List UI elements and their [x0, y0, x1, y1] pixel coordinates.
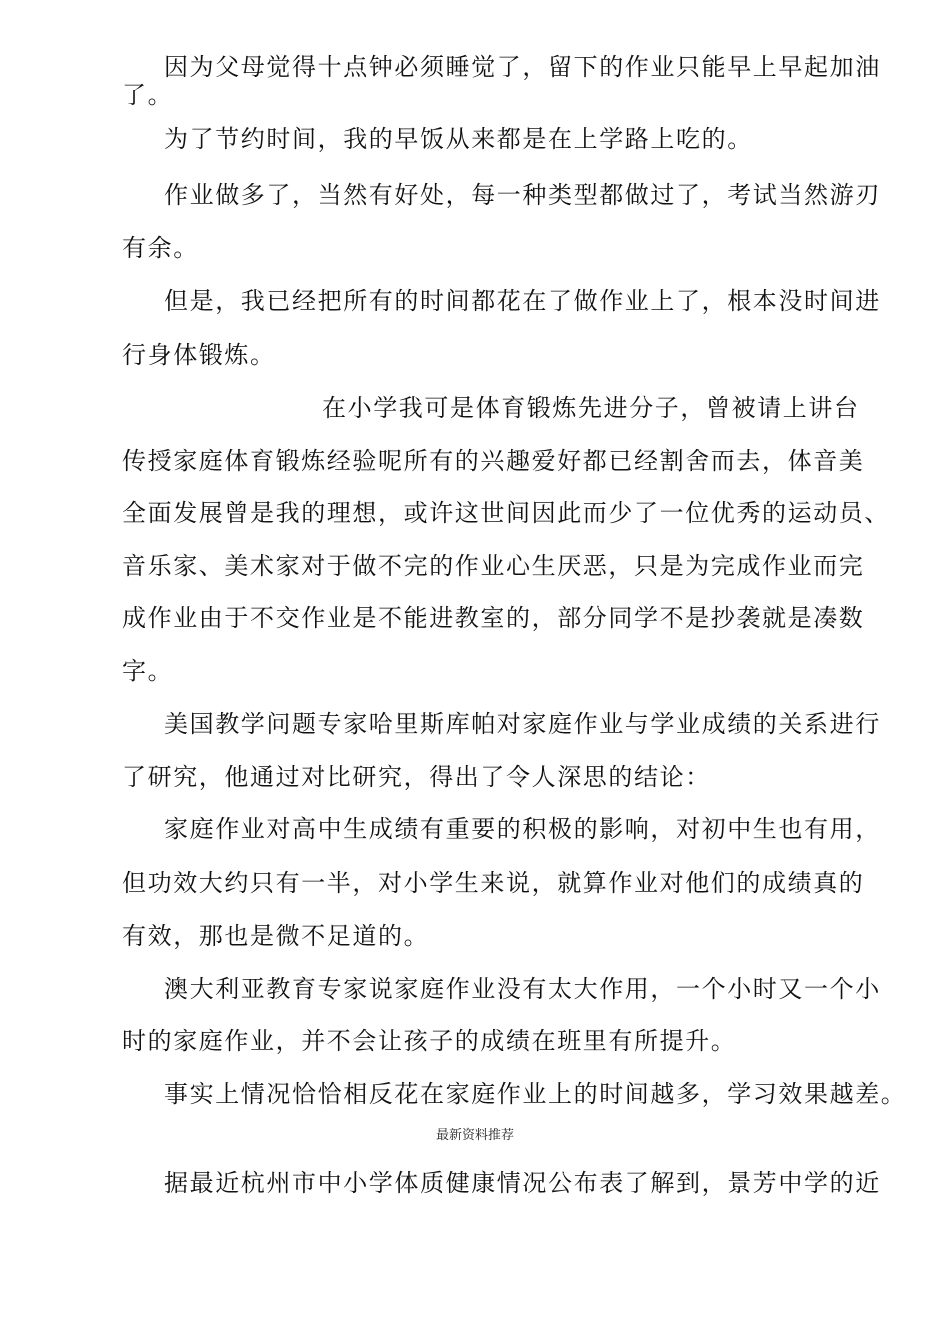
text-line: 据最近杭州市中小学体质健康情况公布表了解到，景芳中学的近 — [164, 1169, 881, 1197]
text-line: 成作业由于不交作业是不能进教室的，部分同学不是抄袭就是凑数 — [122, 604, 865, 632]
text-line: 澳大利亚教育专家说家庭作业没有太大作用，一个小时又一个小 — [164, 975, 881, 1003]
text-line: 字。 — [122, 657, 174, 685]
text-line: 因为父母觉得十点钟必须睡觉了，留下的作业只能早上早起加油 — [164, 53, 881, 81]
text-line: 了研究，他通过对比研究，得出了令人深思的结论： — [122, 763, 711, 791]
text-line: 时的家庭作业，并不会让孩子的成绩在班里有所提升。 — [122, 1027, 737, 1055]
text-line: 家庭作业对高中生成绩有重要的积极的影响，对初中生也有用， — [164, 815, 881, 843]
text-line: 有余。 — [122, 234, 199, 262]
text-line: 有效，那也是微不足道的。 — [122, 922, 430, 950]
text-line: 传授家庭体育锻炼经验呢所有的兴趣爱好都已经割舍而去，体音美 — [122, 447, 865, 475]
text-line: 作业做多了，当然有好处，每一种类型都做过了，考试当然游刃 — [164, 181, 881, 209]
text-line: 美国教学问题专家哈里斯库帕对家庭作业与学业成绩的关系进行 — [164, 710, 881, 738]
text-line: 音乐家、美术家对于做不完的作业心生厌恶，只是为完成作业而完 — [122, 552, 865, 580]
text-line: 为了节约时间，我的早饭从来都是在上学路上吃的。 — [164, 125, 753, 153]
text-line: 但功效大约只有一半，对小学生来说，就算作业对他们的成绩真的 — [122, 869, 865, 897]
page-footer: 最新资料推荐 — [435, 1128, 514, 1143]
text-line: 了。 — [122, 81, 174, 109]
text-line: 行身体锻炼。 — [122, 341, 276, 369]
text-line: 但是，我已经把所有的时间都花在了做作业上了，根本没时间进 — [164, 287, 881, 315]
text-line: 在小学我可是体育锻炼先进分子，曾被请上讲台 — [322, 394, 860, 422]
text-line: 全面发展曾是我的理想，或许这世间因此而少了一位优秀的运动员、 — [122, 499, 890, 527]
text-line: 事实上情况恰恰相反花在家庭作业上的时间越多，学习效果越差。 — [164, 1080, 907, 1108]
